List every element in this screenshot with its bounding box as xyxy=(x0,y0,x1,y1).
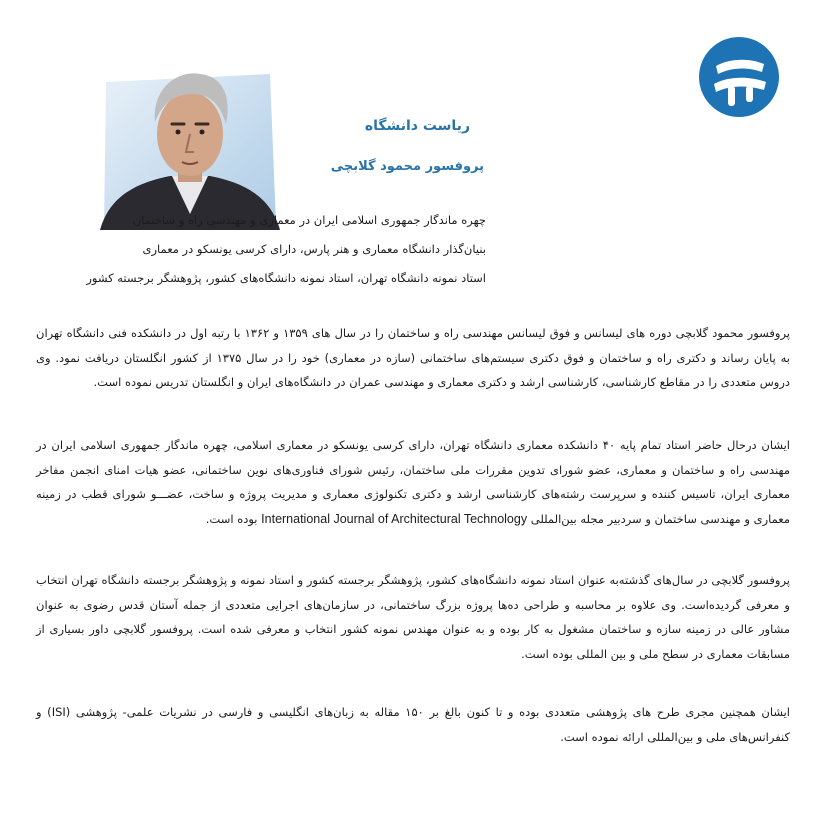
logo-stroke-3 xyxy=(728,86,735,106)
logo-stroke-4 xyxy=(746,86,753,102)
biography-paragraph-1: پروفسور محمود گلابچی دوره های لیسانس و فوق لیسانس مهندسی راه و ساختمان را در سال های ۱۳۵۹ و ۱۳۶۲ با رتبه اول در دانشکده فنی دانشگاه تهران به پایان رساند و دکتری راه و ساختمان و فوق دکتری سیستم‌های ساختمانی (سازه در معماری) خود را در سال ۱۳۷۵ از کشور انگلستان دریافت نمود. وی دروس متعددی را در مقاطع کارشناسی، کارشناسی ارشد و دکتری معماری و مهندسی عمران در دانشگاه‌های ایران و انگلستان تدریس نموده است. xyxy=(36,326,790,389)
subtitle-line: چهره ماندگار جمهوری اسلامی ایران در معماری و مهندسی راه و ساختمان xyxy=(132,213,486,227)
logo-circle xyxy=(699,37,779,117)
university-logo xyxy=(698,36,780,118)
biography-paragraph-2 xyxy=(36,433,790,531)
paragraph-2-ending: بوده است. xyxy=(205,511,258,526)
portrait-eye-left xyxy=(176,130,181,135)
paragraph-2-text: ایشان درحال حاضر استاد تمام پایه ۴۰ دانشکده معماری دانشگاه تهران، دارای کرسی یونسکو در معماری اسلامی، چهره ماندگار جمهوری اسلامی ایران در مهندسی راه و ساختمان و معماری، عضو شورای تدوین مقررات ملی ساختمان، رئیس شورای فناوری‌های نوین ساختمانی، عضو هیات امنای انجمن مفاخر معماری ایران، تاسیس کننده و سرپرست رشته‌های کارشناسی ارشد و دکتری تکنولوژی معماری و مدیریت پروژه و ساخت، عضـــو شورای قطب در زمینه معماری و مهندسی ساختمان و سردبیر مجله بین‌المللی xyxy=(36,438,790,526)
person-name: پروفسور محمود گلابچی xyxy=(330,159,484,174)
journal-name: International Journal of Architectural Technology xyxy=(261,511,528,526)
office-title: ریاست دانشگاه xyxy=(364,118,470,134)
biography-paragraph-4: ایشان همچنین مجری طرح های پژوهشی متعددی بوده و تا کنون بالغ بر ۱۵۰ مقاله به زبان‌های انگلیسی و فارسی در نشریات علمی- پژوهشی (ISI) و کنفرانس‌های ملی و بین‌المللی ارائه نموده است. xyxy=(36,705,791,744)
portrait-eye-right xyxy=(200,130,205,135)
portrait-image xyxy=(100,64,280,230)
biography-paragraph-3: پروفسور گلابچی در سال‌های گذشته‌به عنوان استاد نمونه دانشگاه‌های کشور، پژوهشگر برجسته کشور و استاد نمونه و پژوهشگر برجسته دانشگاه تهران انتخاب و معرفی گردیده‌است. وی علاوه بر محاسبه و طراحی ده‌ها پروژه بزرگ ساختمانی، در سازمان‌های اجرایی متعددی از جمله آستان قدس رضوی به عنوان مشاور عالی در زمینه سازه و ساختمان مشغول به کار بوده و به عنوان مهندس نمونه کشور انتخاب و معرفی شده است. پروفسور گلابچی داور بسیاری از مسابقات معماری در سطح ملی و بین المللی بوده است. xyxy=(36,573,790,661)
subtitle-line: استاد نمونه دانشگاه تهران، استاد نمونه دانشگاه‌های کشور، پژوهشگر برجسته کشور xyxy=(86,271,486,285)
subtitle-line: بنیان‌گذار دانشگاه معماری و هنر پارس، دارای کرسی یونسکو در معماری xyxy=(142,242,486,256)
subtitle-block xyxy=(66,209,486,296)
